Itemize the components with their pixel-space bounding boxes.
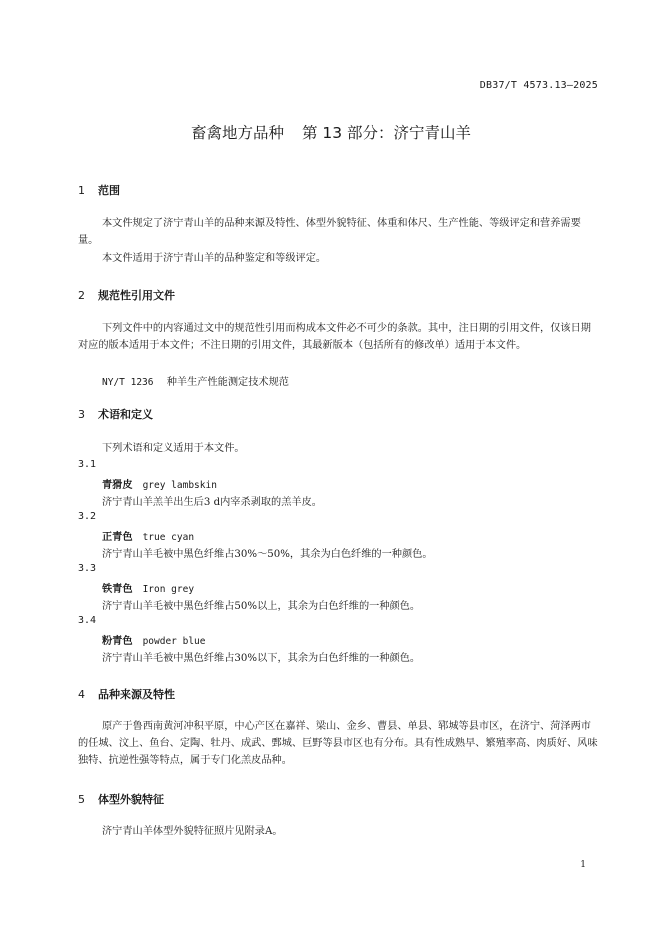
term-number: 3.3 (78, 563, 97, 574)
term-definition: 济宁青山羊毛被中黑色纤维占50%以上，其余为白色纤维的一种颜色。 (102, 601, 421, 612)
section-title: 范围 (98, 184, 120, 197)
term-chinese: 粉青色 (102, 636, 133, 647)
document-title (0, 121, 662, 143)
section-number: 4 (78, 688, 85, 701)
section-number: 5 (78, 793, 85, 806)
term-definition: 济宁青山羊羔羊出生后3 d内宰杀剥取的羔羊皮。 (102, 497, 322, 508)
title-part: 第 13 部分：济宁青山羊 (301, 124, 472, 142)
term-english: true cyan (142, 532, 195, 543)
references-paragraph: 下列文件中的内容通过文中的规范性引用而构成本文件必不可少的条款。其中，注日期的引用文件，仅该日期对应的版本适用于本文件；不注日期的引用文件，其最新版本（包括所有的修改单）适用于本文件。 (78, 323, 591, 351)
appearance-paragraph: 济宁青山羊体型外貌特征照片见附录A。 (102, 826, 283, 837)
term-name (102, 528, 194, 543)
term-name (102, 632, 205, 647)
origin-paragraph: 原产于鲁西南黄河冲积平原，中心产区在嘉祥、梁山、金乡、曹县、单县、郓城等县市区，在济宁、菏泽两市的任城、汶上、鱼台、定陶、牡丹、成武、鄄城、巨野等县市区也有分布。具有性成熟早、繁殖率高、肉质好、风味独特、抗逆性强等特点，属于专门化羔皮品种。 (78, 721, 598, 766)
terms-intro: 下列术语和定义适用于本文件。 (102, 443, 245, 454)
term-definition: 济宁青山羊毛被中黑色纤维占30%以下，其余为白色纤维的一种颜色。 (102, 653, 421, 664)
section-heading-origin (78, 686, 175, 702)
term-number: 3.1 (78, 459, 97, 470)
term-chinese: 正青色 (102, 532, 133, 543)
section-title: 术语和定义 (98, 408, 153, 421)
section-title: 体型外貌特征 (98, 793, 164, 806)
section-title: 品种来源及特性 (98, 688, 175, 701)
section-heading-references (78, 287, 175, 303)
section-number: 2 (78, 289, 85, 302)
section-heading-scope (78, 182, 120, 198)
term-english: Iron grey (142, 584, 195, 595)
section-title: 规范性引用文件 (98, 289, 175, 302)
normative-reference (102, 373, 289, 388)
reference-code: NY/T 1236 (102, 377, 154, 388)
section-number: 1 (78, 184, 85, 197)
title-main: 畜禽地方品种 (190, 124, 284, 142)
term-number: 3.4 (78, 615, 97, 626)
section-heading-terms (78, 406, 153, 422)
term-chinese: 铁青色 (102, 584, 133, 595)
term-name (102, 580, 194, 595)
section-heading-appearance (78, 791, 164, 807)
reference-title: 种羊生产性能测定技术规范 (166, 377, 289, 388)
term-name (102, 476, 217, 491)
document-number: DB37/T 4573.13—2025 (479, 80, 598, 91)
term-number: 3.2 (78, 511, 97, 522)
section-number: 3 (78, 408, 85, 421)
page-number: 1 (580, 860, 586, 870)
scope-paragraph-2: 本文件适用于济宁青山羊的品种鉴定和等级评定。 (102, 253, 327, 264)
scope-paragraph-1: 本文件规定了济宁青山羊的品种来源及特性、体型外貌特征、体重和体尺、生产性能、等级评定和营养需要量。 (78, 218, 581, 246)
term-english: grey lambskin (142, 480, 217, 491)
term-definition: 济宁青山羊毛被中黑色纤维占30%～50%，其余为白色纤维的一种颜色。 (102, 549, 433, 560)
term-chinese: 青猾皮 (102, 480, 133, 491)
term-english: powder blue (142, 636, 206, 647)
